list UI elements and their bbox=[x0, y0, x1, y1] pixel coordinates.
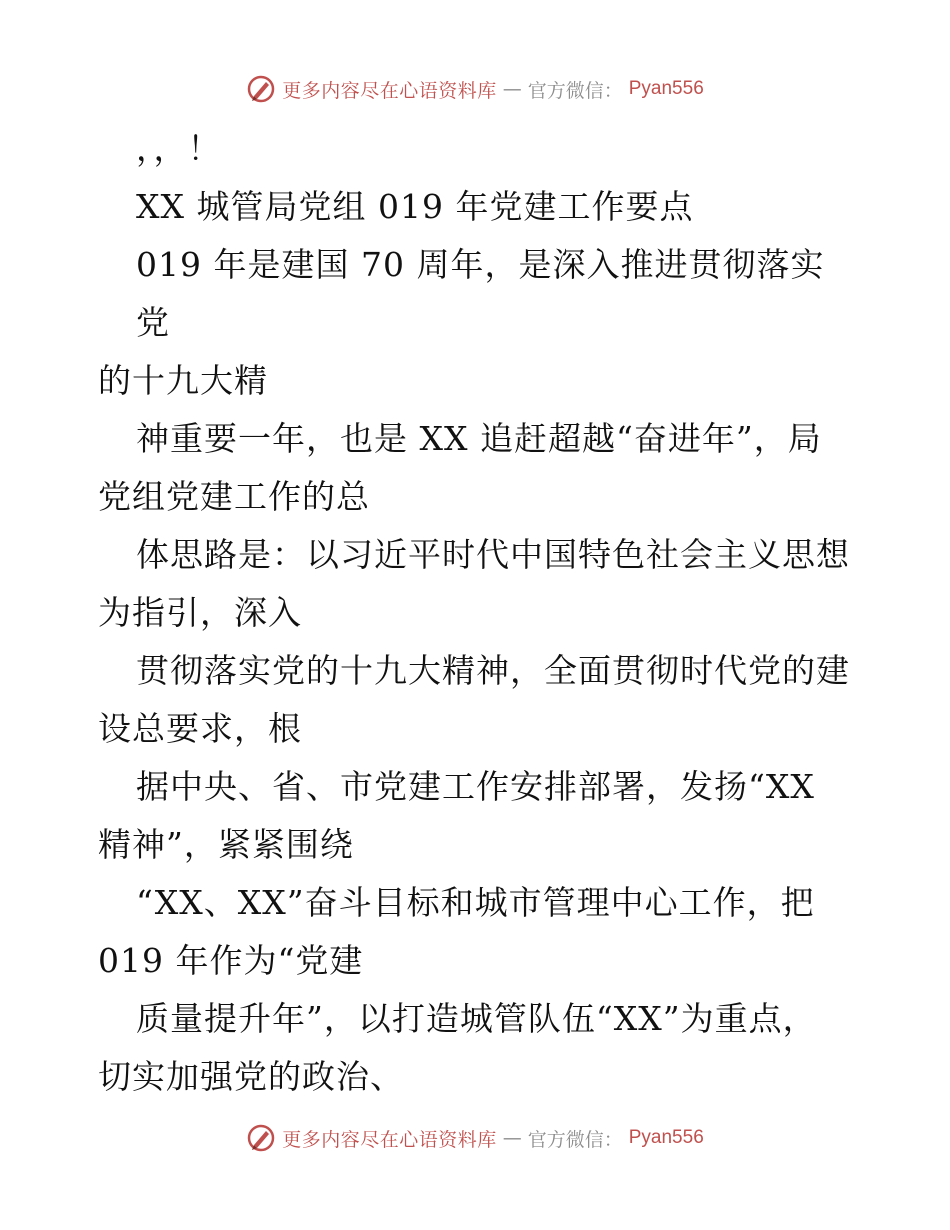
watermark-separator: — bbox=[502, 78, 522, 100]
pen-circle-logo-icon bbox=[246, 74, 276, 104]
document-line: 为指引，深入 bbox=[98, 593, 302, 632]
watermark-wechat-id: Pyan556 bbox=[628, 1127, 704, 1148]
document-line: 019 年是建国 70 周年，是深入推进贯彻落实党 bbox=[136, 245, 825, 342]
document-body bbox=[98, 120, 858, 1106]
document-line: 据中央、省、市党建工作安排部署，发扬“XX bbox=[136, 767, 815, 806]
document-line: ，，！ bbox=[136, 129, 222, 168]
document-line: 的十九大精 bbox=[98, 361, 268, 400]
document-line: 精神”，紧紧围绕 bbox=[98, 825, 354, 864]
watermark-separator: — bbox=[502, 1127, 522, 1149]
document-line: 体思路是：以习近平时代中国特色社会主义思想 bbox=[136, 535, 850, 574]
document-title: XX 城管局党组 019 年党建工作要点 bbox=[136, 187, 694, 226]
document-line: 019 年作为“党建 bbox=[98, 941, 364, 980]
document-line: 神重要一年，也是 XX 追赶超越“奋进年”，局 bbox=[136, 419, 822, 458]
watermark-official-label: 官方微信： bbox=[527, 79, 623, 102]
document-line: 贯彻落实党的十九大精神，全面贯彻时代党的建 bbox=[136, 651, 850, 690]
document-line: 设总要求，根 bbox=[98, 709, 302, 748]
watermark-text: 更多内容尽在心语资料库 bbox=[282, 79, 497, 102]
document-line: 质量提升年”，以打造城管队伍“XX”为重点， bbox=[136, 999, 817, 1038]
watermark-official-label: 官方微信： bbox=[527, 1128, 623, 1151]
header-watermark bbox=[0, 74, 950, 104]
watermark-wechat-id: Pyan556 bbox=[628, 78, 704, 99]
footer-watermark bbox=[0, 1123, 950, 1153]
document-line: 党组党建工作的总 bbox=[98, 477, 370, 516]
document-line: “XX、XX”奋斗目标和城市管理中心工作，把 bbox=[136, 883, 815, 922]
watermark-text: 更多内容尽在心语资料库 bbox=[282, 1128, 497, 1151]
document-line: 切实加强党的政治、 bbox=[98, 1057, 404, 1096]
pen-circle-logo-icon bbox=[246, 1123, 276, 1153]
